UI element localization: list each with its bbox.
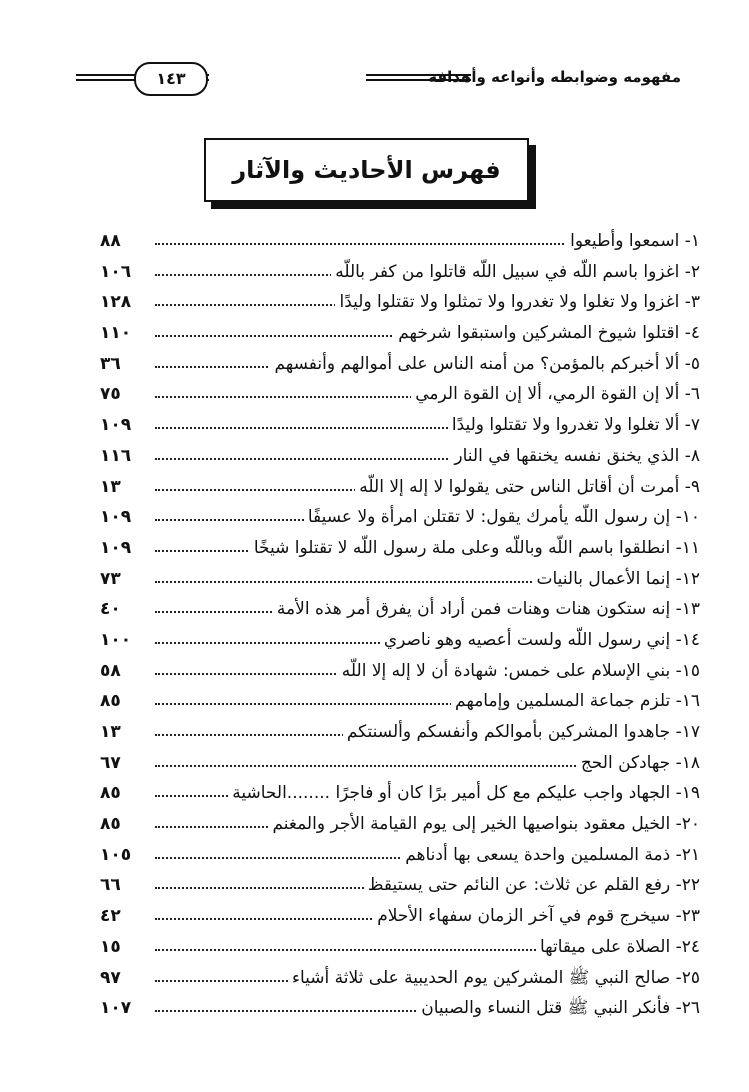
index-entry: [100, 410, 700, 441]
index-entry-text: ٢٠- الخيل معقود بنواصيها الخير إلى يوم القيامة الأجر والمغنم: [268, 809, 700, 839]
index-entry: [100, 993, 700, 1024]
index-entry: [100, 656, 700, 687]
index-entry: [100, 901, 700, 932]
index-entry-page: ١١٠: [100, 323, 132, 344]
index-entry: [100, 502, 700, 533]
index-entry: [100, 717, 700, 748]
index-entry-text: ٩- أمرت أن أقاتل الناس حتى يقولوا لا إله إلا اللّه: [355, 472, 700, 502]
index-entry-text: ١٥- بني الإسلام على خمس: شهادة أن لا إله إلا اللّه: [338, 656, 700, 686]
header-rule: [366, 74, 471, 81]
index-entry-text: ٣- اغزوا ولا تغلوا ولا تغدروا ولا تمثلوا ولا تقتلوا وليدًا: [335, 287, 700, 317]
index-title: فهرس الأحاديث والآثار: [204, 138, 529, 202]
index-entry-page: ٨٥: [100, 814, 121, 835]
index-entry-page: ١٠٦: [100, 261, 132, 282]
index-entry-text: ٢١- ذمة المسلمين واحدة يسعى بها أدناهم: [401, 840, 700, 870]
index-entry-text: ٢٢- رفع القلم عن ثلاث: عن النائم حتى يستيقظ: [364, 870, 700, 900]
index-entry-text: ٨- الذي يخنق نفسه يخنقها في النار: [450, 441, 700, 471]
index-entry-text: ١٦- تلزم جماعة المسلمين وإمامهم: [451, 686, 700, 716]
index-entry-page: ٨٥: [100, 783, 121, 804]
index-entry-page: ١٠٩: [100, 415, 132, 436]
index-entry: [100, 809, 700, 840]
index-entry-page: ٦٦: [100, 875, 121, 896]
index-entry: [100, 564, 700, 595]
index-entry-text: ٥- ألا أخبركم بالمؤمن؟ من أمنه الناس على أموالهم وأنفسهم: [270, 349, 700, 379]
index-entry-page: ٥٨: [100, 660, 121, 681]
index-entry: [100, 226, 700, 257]
index-entry: [100, 472, 700, 503]
running-header-title: مفهومه وضوابطه وأنواعه وأهدافه: [428, 68, 681, 86]
index-entry-page: ٨٨: [100, 231, 121, 251]
index-entry: [100, 778, 700, 809]
index-entry: [100, 686, 700, 717]
index-entry-text: ٧- ألا تغلوا ولا تغدروا ولا تقتلوا وليدًا: [448, 410, 700, 440]
index-entry-text: ١٩- الجهاد واجب عليكم مع كل أمير برًا كان أو فاجرًا ........الحاشية: [228, 778, 700, 808]
index-entry-text: ١٢- إنما الأعمال بالنيات: [532, 564, 700, 594]
running-header: [76, 62, 681, 102]
index-entry: [100, 840, 700, 871]
index-entry-page: ١٣: [100, 722, 121, 742]
index-list: [100, 226, 700, 1024]
index-entry-page: ٦٧: [100, 752, 121, 773]
index-entry-page: ١٢٨: [100, 292, 132, 313]
index-entry: [100, 441, 700, 472]
index-entry: [100, 257, 700, 288]
index-entry-text: ٢٥- صالح النبي ﷺ المشركين يوم الحديبية على ثلاثة أشياء: [288, 963, 700, 993]
index-entry-page: ١٠٩: [100, 537, 132, 558]
index-entry-page: ٣٦: [100, 353, 121, 374]
index-entry-text: ١١- انطلقوا باسم اللّه وباللّه وعلى ملة رسول اللّه لا تقتلوا شيخًا: [250, 533, 700, 563]
index-entry-page: ٤٠: [100, 599, 121, 620]
index-entry-page: ١٥: [100, 936, 121, 957]
index-entry: [100, 349, 700, 380]
index-entry-text: ١٤- إني رسول اللّه ولست أعصيه وهو ناصري: [380, 625, 700, 655]
index-entry-text: ٢٣- سيخرج قوم في آخر الزمان سفهاء الأحلام: [373, 901, 700, 931]
index-entry: [100, 748, 700, 779]
page-number-badge: ١٤٣: [134, 62, 208, 96]
index-entry-page: ٧٣: [100, 568, 121, 589]
index-entry-page: ٧٥: [100, 384, 121, 405]
index-entry-page: ٩٧: [100, 967, 121, 988]
index-entry: [100, 287, 700, 318]
index-entry-page: ٨٥: [100, 691, 121, 712]
index-entry-text: ٦- ألا إن القوة الرمي، ألا إن القوة الرمي: [411, 379, 700, 409]
index-entry: [100, 870, 700, 901]
index-entry: [100, 594, 700, 625]
index-entry-page: ١٠٠: [100, 629, 132, 650]
index-entry-page: ١١٦: [100, 445, 132, 466]
index-entry-text: ١٣- إنه ستكون هنات وهنات فمن أراد أن يفرق أمر هذه الأمة: [273, 594, 700, 624]
index-entry: [100, 963, 700, 994]
index-entry-page: ١٠٥: [100, 844, 132, 865]
index-entry: [100, 533, 700, 564]
index-entry-page: ١٣: [100, 476, 121, 497]
index-entry-text: ١٧- جاهدوا المشركين بأموالكم وأنفسكم وألسنتكم: [343, 717, 700, 747]
index-entry-text: ٢٦- فأنكر النبي ﷺ قتل النساء والصبيان: [417, 993, 700, 1023]
index-entry-page: ١٠٩: [100, 507, 132, 528]
index-entry-text: ٢- اغزوا باسم اللّه في سبيل اللّه قاتلوا من كفر باللّه: [331, 257, 700, 287]
index-entry: [100, 379, 700, 410]
index-entry-page: ٤٢: [100, 906, 121, 927]
index-entry-text: ٤- اقتلوا شيوخ المشركين واستبقوا شرخهم: [394, 318, 700, 348]
index-entry-page: ١٠٧: [100, 998, 132, 1019]
index-entry-text: ١- اسمعوا وأطيعوا: [566, 226, 700, 256]
index-entry-text: ١٠- إن رسول اللّه يأمرك يقول: لا تقتلن امرأة ولا عسيفًا: [304, 502, 700, 532]
index-entry: [100, 932, 700, 963]
index-entry: [100, 318, 700, 349]
index-entry: [100, 625, 700, 656]
index-entry-text: ١٨- جهادكن الحج: [577, 748, 700, 778]
index-entry-text: ٢٤- الصلاة على ميقاتها: [536, 932, 700, 962]
